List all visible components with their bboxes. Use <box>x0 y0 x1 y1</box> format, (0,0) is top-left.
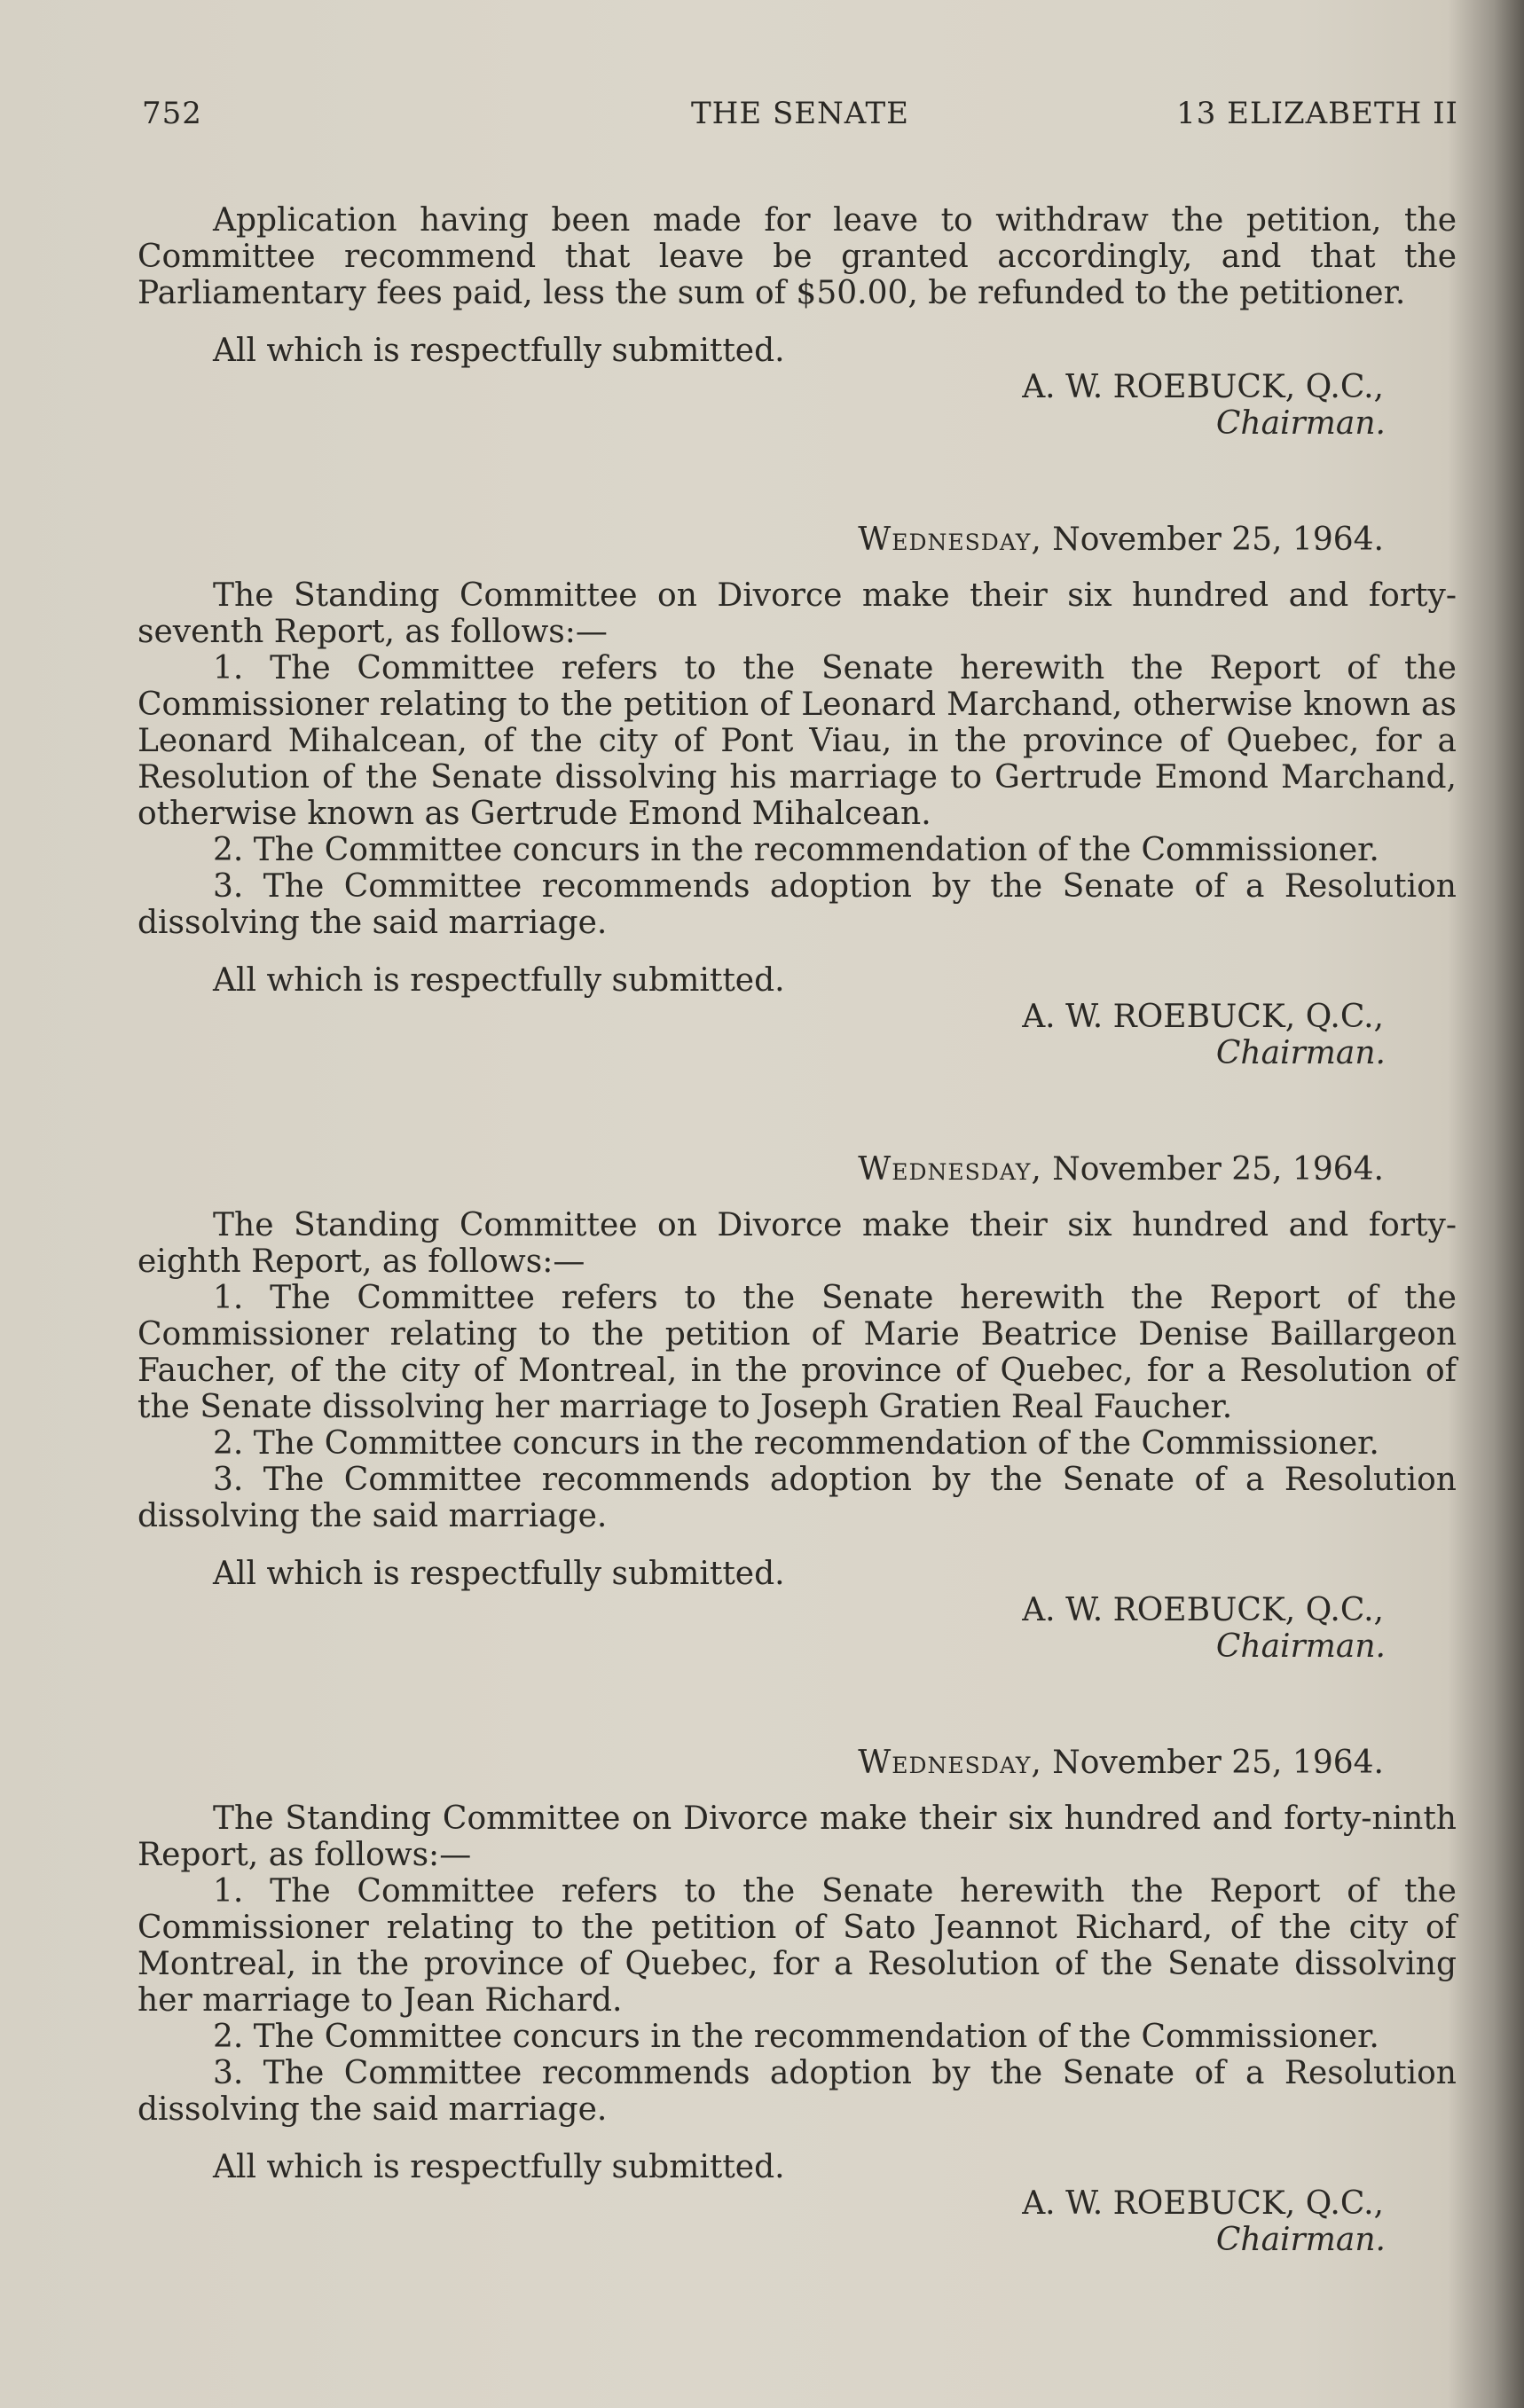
signature-block <box>137 1592 1384 1665</box>
report-item-3: 3. The Committee recommends adoption by the Senate of a Resolution dissolving the said marriage. <box>137 2055 1457 2128</box>
report-intro: The Standing Committee on Divorce make their six hundred and forty-seventh Report, as follows:— <box>137 577 1457 650</box>
opening-block <box>137 202 1457 442</box>
submitted-line: All which is respectfully submitted. <box>213 2149 785 2185</box>
report-item-2: 2. The Committee concurs in the recommendation of the Commissioner. <box>213 832 1379 868</box>
report-item-3: 3. The Committee recommends adoption by the Senate of a Resolution dissolving the said marriage. <box>137 868 1457 941</box>
regnal-year: 13 ELIZABETH II <box>1176 96 1458 131</box>
report-intro: The Standing Committee on Divorce make their six hundred and forty-ninth Report, as follows:— <box>137 1800 1457 1873</box>
signature-name: A. W. ROEBUCK, Q.C., <box>1022 369 1384 405</box>
report-dateline <box>137 1151 1384 1188</box>
submitted-line: All which is respectfully submitted. <box>213 962 785 999</box>
signature-block <box>137 369 1384 442</box>
signature-title: Chairman. <box>1215 1628 1386 1665</box>
report-item-1: 1. The Committee refers to the Senate herewith the Report of the Commissioner relating to the petition of Leonard Marchand, otherwise known as Leonard Mihalcean, of the city of Pont Viau, in the province of Quebec, for a Resolution of the Senate dissolving his marriage to Gertrude Emond Marchand, otherwise known as Gertrude Emond Mihalcean. <box>137 650 1457 832</box>
submitted-line: All which is respectfully submitted. <box>213 1556 785 1592</box>
report-date: November 25, 1964. <box>1052 1745 1384 1781</box>
signature-title: Chairman. <box>1215 2222 1386 2258</box>
opening-paragraph: Application having been made for leave to withdraw the petition, the Committee recommend that leave be granted accordingly, and that the Parliamentary fees paid, less the sum of $50.00, be refunded to the petitioner. <box>137 202 1457 311</box>
report-weekday: Wednesday, <box>858 522 1042 558</box>
page-header <box>142 96 1458 140</box>
report-item-3: 3. The Committee recommends adoption by the Senate of a Resolution dissolving the said marriage. <box>137 1462 1457 1534</box>
signature-block <box>137 2185 1384 2258</box>
report-block <box>137 1745 1457 2258</box>
report-intro: The Standing Committee on Divorce make their six hundred and forty-eighth Report, as follows:— <box>137 1207 1457 1280</box>
report-block <box>137 522 1457 1071</box>
report-weekday: Wednesday, <box>858 1745 1042 1781</box>
report-dateline <box>137 522 1384 558</box>
report-date: November 25, 1964. <box>1052 1151 1384 1188</box>
report-item-1: 1. The Committee refers to the Senate herewith the Report of the Commissioner relating to the petition of Sato Jeannot Richard, of the city of Montreal, in the province of Quebec, for a Resolution of the Senate dissolving her marriage to Jean Richard. <box>137 1873 1457 2019</box>
signature-title: Chairman. <box>1215 405 1386 442</box>
signature-name: A. W. ROEBUCK, Q.C., <box>1022 2185 1384 2222</box>
report-weekday: Wednesday, <box>858 1151 1042 1188</box>
report-item-2: 2. The Committee concurs in the recommendation of the Commissioner. <box>213 1425 1379 1462</box>
report-dateline <box>137 1745 1384 1781</box>
report-item-1: 1. The Committee refers to the Senate herewith the Report of the Commissioner relating to the petition of Marie Beatrice Denise Baillargeon Faucher, of the city of Montreal, in the province of Quebec, for a Resolution of the Senate dissolving her marriage to Joseph Gratien Real Faucher. <box>137 1280 1457 1425</box>
report-item-2: 2. The Committee concurs in the recommendation of the Commissioner. <box>213 2019 1379 2055</box>
page-body <box>137 202 1457 2258</box>
signature-name: A. W. ROEBUCK, Q.C., <box>1022 999 1384 1035</box>
signature-title: Chairman. <box>1215 1035 1386 1071</box>
report-date: November 25, 1964. <box>1052 522 1384 558</box>
submitted-line: All which is respectfully submitted. <box>213 333 785 369</box>
report-block <box>137 1151 1457 1665</box>
page-number: 752 <box>142 96 202 131</box>
signature-block <box>137 999 1384 1071</box>
signature-name: A. W. ROEBUCK, Q.C., <box>1022 1592 1384 1628</box>
running-title: THE SENATE <box>690 96 909 131</box>
